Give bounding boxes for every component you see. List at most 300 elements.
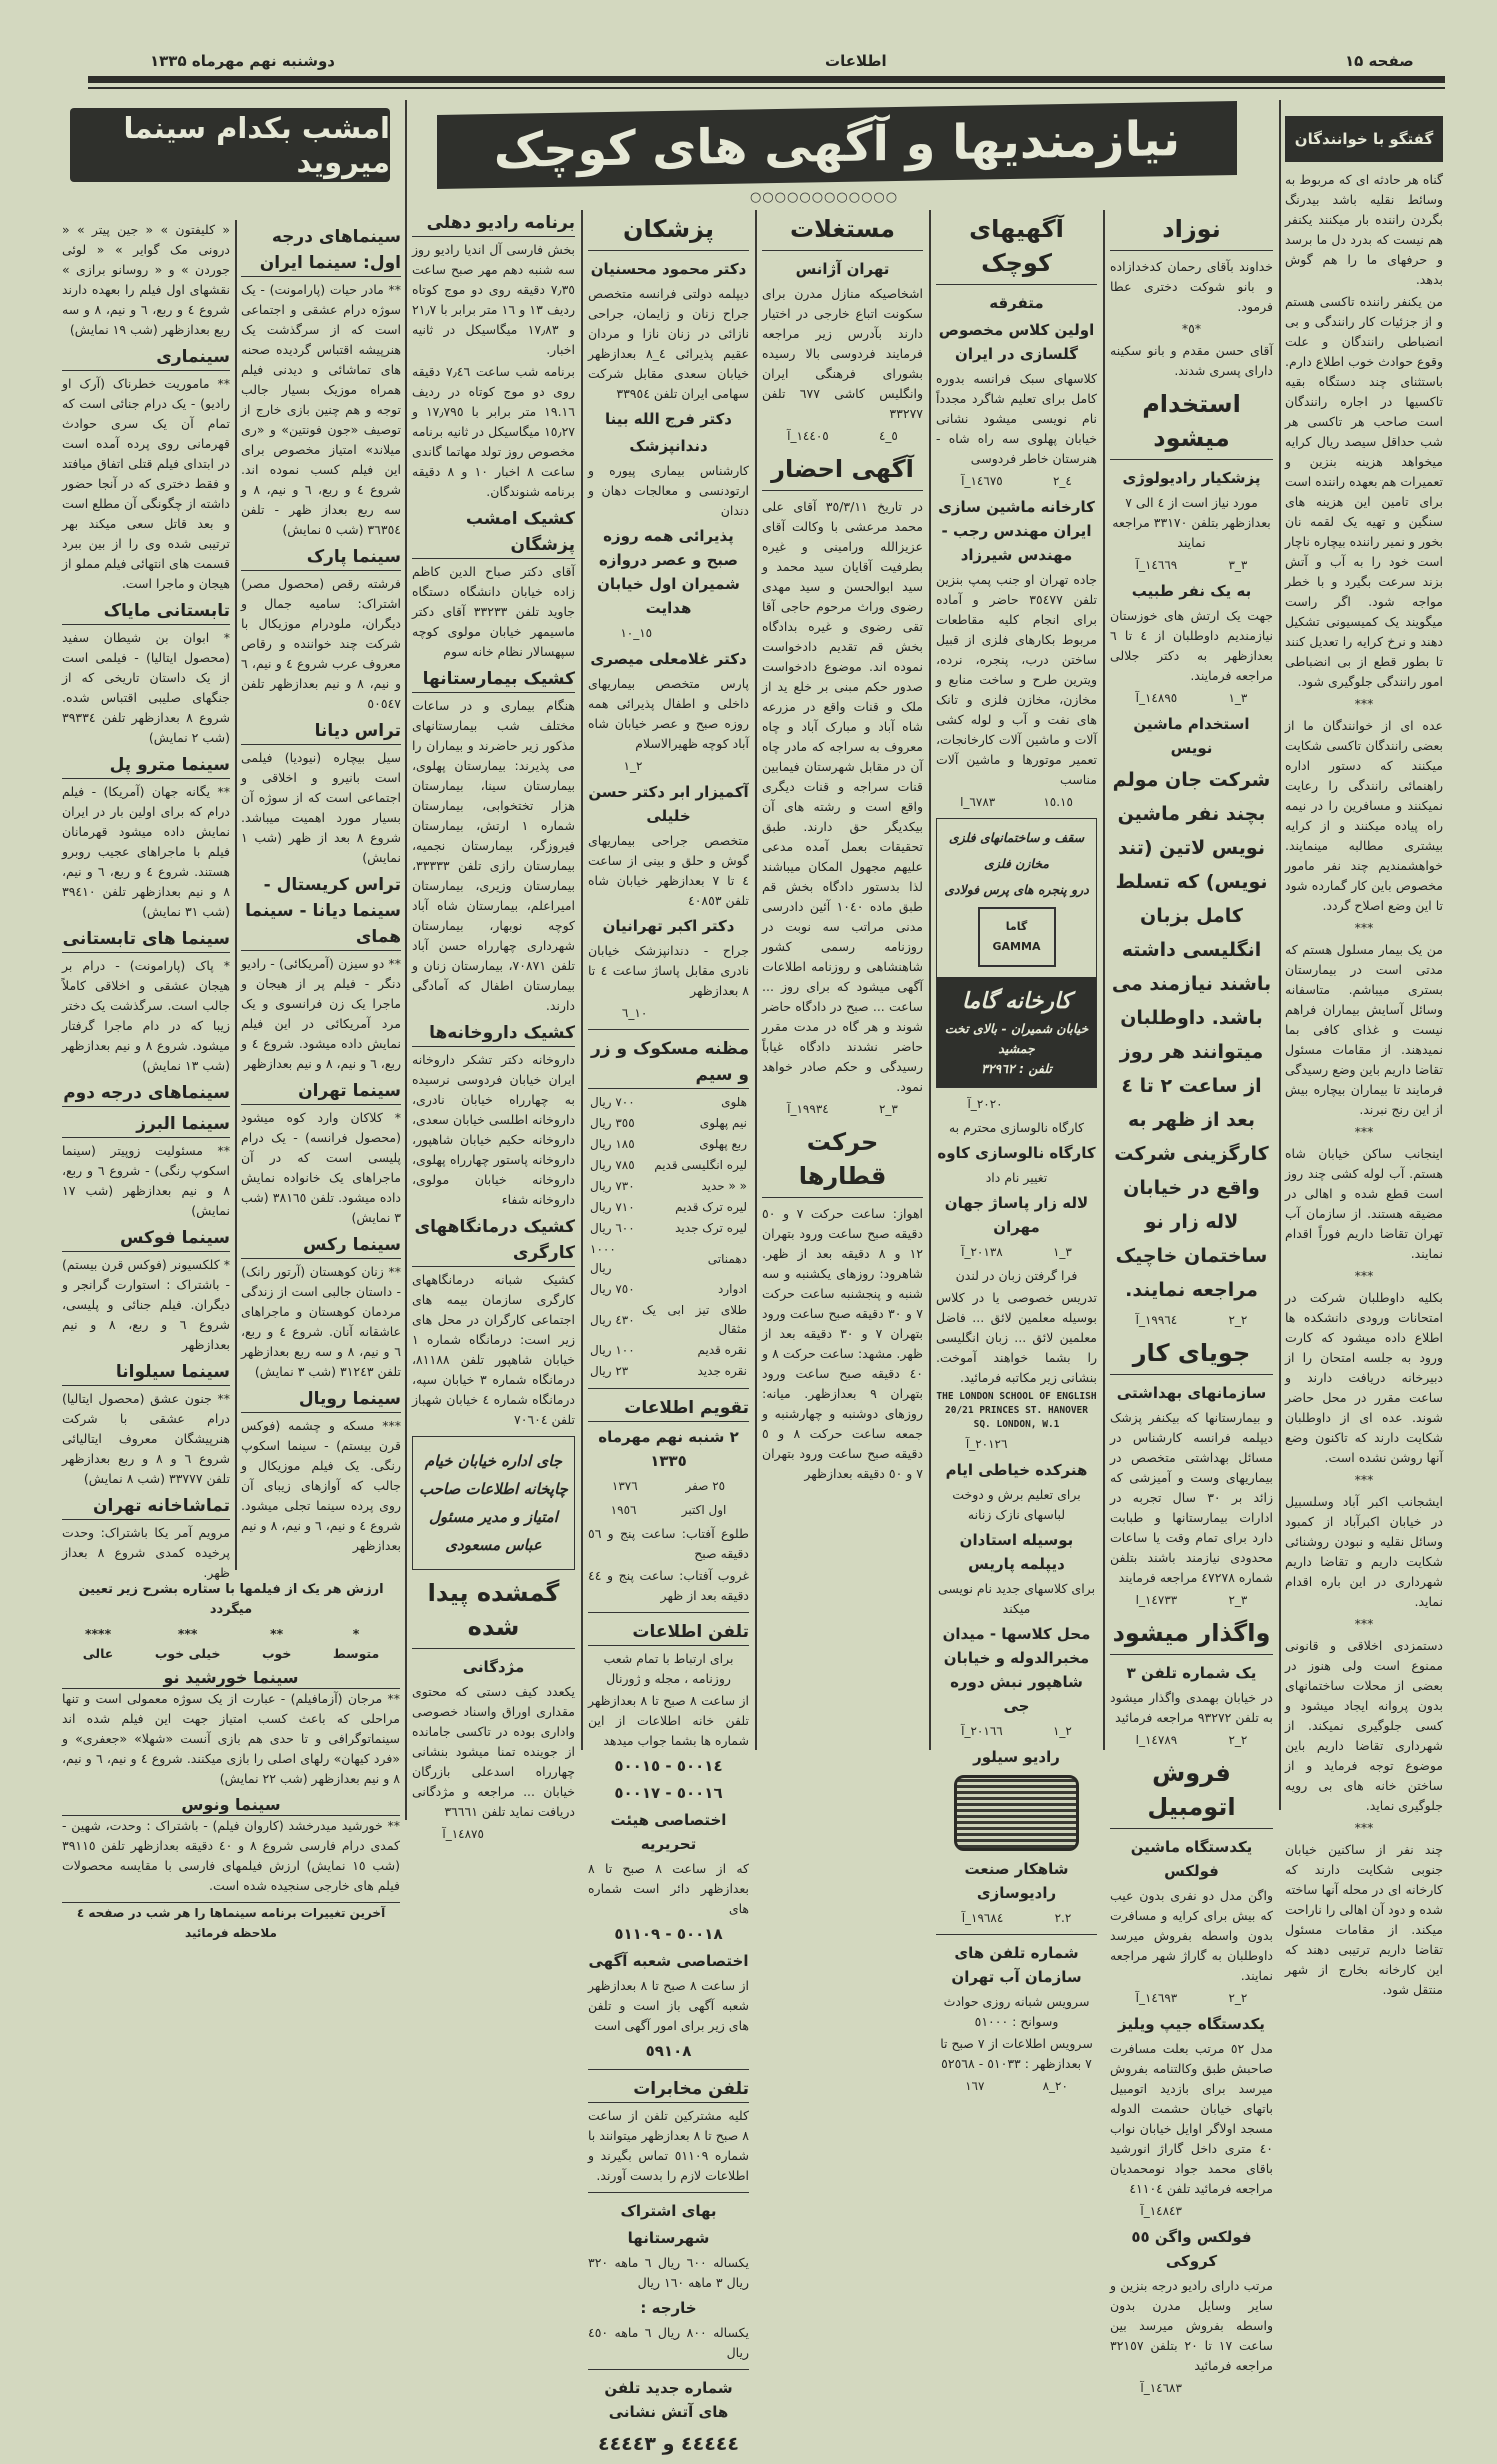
ad-title: خارجه :	[640, 2299, 697, 2317]
ad-body: کارشناس بیماری پیوره و ارتودنسی و معالجات دهان و دندان	[588, 463, 749, 518]
table-row	[588, 1279, 749, 1300]
column-cinema-second	[62, 220, 230, 1585]
ad-body: در تاریخ ٣٥/٣/١١ آقای علی محمد مرعشی با وکالت آقای عزیزالله ورامینی و غیره بطرفیت آقایان سید محمد و سید ابوالحسن و سید مهدی رضوی وراث مرحوم حاجی آقا تقی رضوی و غیره بدادگاه بخش قم تقدیم دادخواست نموده اند. موضوع دادخواست صدور حکم مبنی بر خلع ید از ملک و قنات واقع در مزرعه شاه آباد و مبارک آباد و چاه معروف به سراجه که مادر چاه آن در مقابل شهرستان فیمابین قنات سراجه و قنات دیگری واقع است و رشته های آن بیکدیگر حق دارند. طبق تحقیقات بعمل آمده مدعی علیهم مجهول المکان میباشند لذا بدستور دادگاه بخش قم طبق ماده ١٠٤٠ آئین دادرسی مدنی مراتب سه نوبت در روزنامه رسمی کشور شاهنشاهی و روزنامه اطلاعات آگهی میشود که برای روز ... ساعت ... صبح در دادگاه حاضر شوند و هر گاه در مدت مقرر حاضر نشدند دادگاه غیاباً رسیدگی و حکم صادر خواهد نمود.	[762, 499, 923, 1094]
table-row	[588, 1340, 749, 1361]
ad-ref-number: ١٤٦٨٣_آ	[1140, 2381, 1182, 2395]
ad-ref-number: ٢٠١٢٦_آ	[965, 1437, 1008, 1451]
ad-body: ** مادر حیات (پارامونت) - یک سوژه درام عشقی و اجتماعی است که از سرگذشت یک هنرپیشه اقتباس گردیده صحنه های تماشائی و دیدنی فیلم همراه موزیک بسیار جالب توجه و هم چنین بازی خارج از توصیف «جون فونتین» و «ری میلاند» امتیاز مخصوص برای این فیلم کسب نموده اند. شروع ٤ و ربع، ٦ و نیم، ٨ و سه ربع بعداز ظهر - تلفن ٣٦٣٥٤ (شب ٥ نمایش)	[241, 282, 401, 537]
ad-title: اختصاصی هیئت تحریریه	[610, 1811, 727, 1853]
centered-line: ***	[1354, 1268, 1374, 1283]
ad-body: * کلاکان وارد کوه میشود (محصول فرانسه) - یک درام پلیسی است که در آن ماجراهای یک خانواده نمایش داده میشود. تلفن ٣٨١٦٥ (شب ٣ نمایش)	[241, 1110, 401, 1225]
ad-title: یکدستگاه جیپ ویلیز	[1118, 2015, 1265, 2033]
ad-title: استخدام ماشین نویس	[1133, 715, 1250, 757]
ad-title: بوسیله استادان دیپلمه پاریس	[959, 1531, 1074, 1573]
ad-body: غروب آفتاب: ساعت پنج و ٤٤ دقیقه بعد از ظهر	[588, 1568, 749, 1603]
divider	[936, 1934, 1097, 1935]
cinema-footer-note: آخرین تغییرات برنامه سینماها را هر شب در صفحه ٤ ملاحظه فرمائید	[62, 1902, 400, 1943]
cinema-bottom	[62, 1580, 400, 1943]
section-heading: سینما پارک	[241, 544, 401, 571]
ad-title: به یک نفر طبیب	[1131, 582, 1252, 600]
column-radio-duty	[412, 206, 575, 1848]
ad-ref-code: ٣_١	[1228, 691, 1248, 705]
section-heading: مظنه مسکوک و زر و سیم	[588, 1036, 749, 1089]
ad-ref-number: ٢٠١٣٨_آ	[961, 1245, 1003, 1259]
column-births-jobs	[1110, 206, 1273, 2402]
section-heading: آگهی احضار	[762, 452, 923, 491]
ad-ref-number: ١٦٧	[965, 2079, 985, 2093]
ad-body: خداوند بآقای رحمان کدخدازاده و بانو شوکت دختری عطا فرمود.	[1110, 259, 1273, 314]
centered-line: برای کلاسهای جدید نام نویسی میکند	[937, 1581, 1096, 1616]
ad-ref-code: ٥_٤	[878, 429, 898, 443]
ad-body: واگن مدل دو نفری بدون عیب که بیش برای کرایه و مسافرت بدون واسطه بفروش میرسد داوطلبان به گاراژ شهر مراجعه نمایند.	[1110, 1888, 1273, 1983]
ad-reference	[588, 1003, 749, 1023]
coin-price: ٧١٠ ریال	[590, 1200, 635, 1214]
ad-body: * ابوان بن شیطان سفید (محصول ایتالیا) - فیلمی است از یک داستان تاریخی که از جنگهای صلیبی اقتباس شده. شروع ٨ بعدازظهر تلفن ٣٩٣٣٤ (شب ٢ نمایش)	[62, 630, 230, 745]
section-heading: سینما مترو پل	[62, 752, 230, 779]
section-heading: سینما رکس	[241, 1232, 401, 1259]
ad-reference	[936, 1908, 1097, 1928]
divider	[588, 1029, 749, 1030]
divider	[588, 2192, 749, 2193]
ad-body: ایشجانب اکبر آباد وسلسبیل در خیابان اکبرآباد از کمبود وسائل نقلیه و نبودن روشنائی شکایت داریم و تقاضا داریم شهرداری در این باره اقدام نماید.	[1285, 1494, 1443, 1609]
coin-price: ٧٨٥ ریال	[590, 1158, 635, 1172]
ad-ref-number: ١٤٧٣٣_ا	[1135, 1593, 1178, 1607]
ad-title: دندانپزشک	[629, 437, 708, 455]
ad-body: من یکنفر راننده تاکسی هستم و از جزئیات کار رانندگی و بی انضباطی رانندگان و علت وقوع حوادث خوب اطلاع دارم. باستثنای چند دستگاه بقیه تاکسیها در اجاره رانندگان است صاحب هر تاکسی هر شب حداقل سیصد ریال کرایه میخواهد هزینه بنزین و تعمیرات هم بعهده راننده است برای تامین این هزینه های سنگین و تهیه یک لقمه نان بخور و نمیر راننده بیچاره ناچار است خود را به آب و آتش بزند سرعت بگیرد و با خطر مواجه شود. اگر راست میگویند یک کمیسیونی تشکیل دهند و نرخ کرایه را تعدیل کنند تا بطور قطع از بی انضباطی امور رانندگی جلوگیری شود.	[1285, 294, 1443, 689]
ad-reference	[588, 623, 749, 643]
ad-reference	[1110, 555, 1273, 575]
ad-title: ٥٠٠١٨ - ٥١١٠٩	[614, 1925, 723, 1943]
ad-body: اشخاصیکه منازل مدرن برای سکونت اتباع خارجی در اختیار دارند بآدرس زیر مراجعه فرمایند فردوسی بالا رسیده بشورای فرهنگی ایران وانگلیس کاشی ٦٧٧ تلفن ٣٣٢٧٧	[762, 286, 923, 421]
section-heading: واگذار میشود	[1110, 1616, 1273, 1655]
ad-ref-code: ٤_٢	[1052, 474, 1072, 488]
ornament-divider: ○○○○○○○○○○○○	[750, 190, 899, 205]
table-row	[588, 1176, 749, 1197]
coin-price-table	[588, 1092, 749, 1382]
table-row	[588, 1218, 749, 1239]
gama-ad-line: مخازن فلزی	[984, 856, 1049, 871]
coin-name: لیره انگلیسی قدیم	[654, 1158, 747, 1172]
gama-logo-icon: گاما GAMMA	[978, 907, 1056, 967]
ad-reference	[588, 1476, 749, 1496]
ad-ref-code: ٢_٢	[1228, 1733, 1248, 1747]
ad-reference	[936, 1721, 1097, 1741]
table-row	[588, 1197, 749, 1218]
ad-body: عده ای از خوانندگان ما از بعضی رانندگان تاکسی شکایت میکنند که دستور اداره راهنمائی رانندگی را رعایت نمیکنند و مسافرین را در نیمه راه پیاده میکنند و از کرایه بیشتری مطالبه مینمایند. خواهشمندیم چند نفر مامور مخصوص باین کار گمارده شود تا این وضع اصلاح گردد.	[1285, 718, 1443, 913]
ad-ref-number: ٢٠١٦٦_آ	[961, 1724, 1003, 1738]
centered-line: سرویس شبانه روزی حوادث وسوانح : ٥١٠٠٠	[943, 1994, 1090, 2029]
classifieds-banner: نیازمندیها و آگهی های کوچک	[437, 101, 1237, 189]
section-heading: کشیک بیمارستانها	[412, 666, 575, 693]
column-rule	[235, 220, 237, 1570]
coin-price: ٦٠٠ ریال	[590, 1221, 635, 1235]
page-number: صفحه ۱۵	[1345, 52, 1414, 70]
ad-title: اولین کلاس مخصوص گلسازی در ایران	[938, 321, 1095, 363]
ad-ref-number: ١٩٩٣٤_آ	[787, 1102, 829, 1116]
centered-line: برای تعلیم برش و دوخت لباسهای نازک زنانه	[952, 1487, 1081, 1522]
column-rule	[929, 210, 931, 1750]
ad-body: آقای حسن مقدم و بانو سکینه دارای پسری شدند.	[1110, 343, 1273, 378]
ad-body: اینجانب ساکن خیابان شاه هستم. آب لوله کشی چند روز است قطع شده و اهالی در مضیقه هستند. از سازمان آب تهران تقاضا داریم فوراً اقدام نمایند.	[1285, 1146, 1443, 1261]
rating-4: **** عالی	[82, 1626, 114, 1661]
coin-name: « « حدید	[701, 1179, 747, 1193]
coin-name: ربع پهلوی	[699, 1137, 747, 1151]
column-rule	[755, 210, 757, 1750]
ratings-legend	[62, 1624, 400, 1664]
table-row	[588, 1092, 749, 1113]
ad-reference	[936, 1434, 1097, 1454]
section-heading: سینما تهران	[241, 1078, 401, 1105]
ad-body: جهت یک ارتش های خوزستان نیازمندیم داوطلبان از ٤ تا ٦ بعدازظهر به دکتر جلالی مراجعه فرمایند.	[1110, 608, 1273, 683]
ad-title: دکتر فرج الله بینا	[604, 410, 732, 428]
gama-ad-line: سقف و ساختمانهای فلزی	[948, 830, 1085, 845]
ad-body: از ساعت ٨ صبح تا ٨ بعدازظهر تلفن خانه اطلاعات از این شماره ها بشما جواب میدهد	[588, 1693, 749, 1748]
ad-body: کشیک شبانه درمانگاههای کارگری سازمان بیمه های اجتماعی کارگران در محل های زیر است: درمانگاه شماره ١ خیابان شاهپور تلفن ٨١١٨٨، درمانگاه شماره ٣ خیابان سپه، درمانگاه شماره ٤ خیابان شهباز تلفن ٧٠٦٠٤	[412, 1272, 575, 1427]
ad-title: ٥٠٠١٤ - ٥٠٠١٥	[614, 1757, 723, 1775]
section-heading: فروش اتومبیل	[1110, 1756, 1273, 1829]
ad-body: بخش فارسی آل اندیا رادیو روز سه شنبه دهم مهر صبح ساعت ٧٫٣٥ دقیقه روی دو موج کوتاه ردیف ١٣ و ١٦ متر برابر با ٢١٫٧ و ١٧٫٨٣ میگاسیکل در ثانیه اخبار.	[412, 242, 576, 357]
section-heading: سینماری	[62, 344, 230, 371]
rating-3: *** خیلی خوب	[154, 1626, 221, 1661]
ad-ref-number: ٢_١	[623, 759, 643, 773]
ad-reference	[1110, 1988, 1273, 2008]
ad-body: اهواز: ساعت حرکت ٧ و ٥٠ دقیقه صبح ساعت ورود بتهران ١٢ و ٨ دقیقه بعد از ظهر. شاهرود: روزهای یکشنبه و سه شنبه و پنجشنبه ساعت حرکت ٧ و ٣٠ دقیقه صبح ساعت ورود بتهران ٧ و ٣٠ دقیقه بعد از ظهر. مشهد: ساعت حرکت ٨ و ٤٠ دقیقه صبح ساعت ورود بتهران ٩ بعدازظهر. میانه: روزهای دوشنبه و چهارشنبه و جمعه ساعت حرکت ٨ و ٥ دقیقه صبح ساعت ورود بتهران ٧ و ٥٠ دقیقه بعدازظهر	[762, 1206, 924, 1481]
centered-line: کارگاه نالوسازی محترم به	[948, 1120, 1085, 1135]
gama-ad	[936, 818, 1097, 1088]
ad-body: گناه هر حادثه ای که مربوط به وسائط نقلیه باشد بیدرنگ بگردن راننده بار میکنند یکنفر هم نیست که بدرد دل ما برسد و حرفهای ما را هم گوش بدهد.	[1285, 172, 1443, 287]
ad-reference	[1110, 688, 1273, 708]
ad-body: بکلیه داوطلبان شرکت در امتحانات ورودی دانشکده ها اطلاع داده میشود که کارت ورود به جلسه امتحان را از دبیرخانه دریافت دارند و ساعت مقرر در محل حاضر شوند. عده ای از داوطلبان شکایت دارند که تاکنون وضع آنها روشن نشده است.	[1285, 1290, 1443, 1465]
ad-ref-code: ١٥.١٥	[1043, 795, 1073, 809]
rating-2: ** خوب	[261, 1626, 292, 1661]
ad-ref-code: ٣_١	[1052, 1245, 1072, 1259]
section-heading: سینماهای درجه اول: سینما ایران	[241, 224, 401, 277]
ad-ref-number: ١٩٦٨٤_آ	[961, 1911, 1004, 1925]
ad-body: دستمزدی اخلاقی و قانونی ممنوع است ولی هنوز در بعضی از محلات ساختمانهای بدون پروانه ایجاد میشود و کسی جلوگیری نمیکند. از شهرداری تقاضا داریم باین موضوع توجه فرماید و از ساختن خانه های بی رویه جلوگیری نماید.	[1285, 1638, 1443, 1813]
gama-ad-line: درو پنجره های پرس فولادی	[944, 882, 1089, 897]
ad-reference	[412, 1824, 575, 1844]
cinema-venus-title: سینما ونوس	[62, 1795, 400, 1816]
centered-line: برای ارتباط با تمام شعب روزنامه ، مجله و ژورنال	[603, 1651, 734, 1686]
ad-title: بهای اشتراک	[620, 2202, 717, 2220]
ad-title: ٥٠٠١٦ - ٥٠٠١٧	[614, 1784, 723, 1802]
ad-ref-number: ١٤٦٩٣_آ	[1135, 1991, 1178, 2005]
section-heading: سینما رویال	[241, 1386, 401, 1413]
centered-line: *٥*	[1181, 321, 1202, 336]
ad-ref-code: اول اکتبر	[681, 1503, 727, 1517]
coin-price: ٧٥٠ ریال	[590, 1282, 635, 1296]
ad-title: هنرکده خیاطی ایام	[945, 1461, 1088, 1479]
gama-address: خیابان شمیران - بالای تخت جمشید	[944, 1021, 1089, 1056]
section-heading: سینماهای درجه دوم	[62, 1080, 230, 1107]
ad-body: از ساعت ٨ صبح تا ٨ بعدازظهر شعبه آگهی باز است و تلفن های زیر برای امور آگهی است	[588, 1978, 749, 2033]
ad-title: شهرستانها	[627, 2229, 710, 2247]
centered-line: فرا گرفتن زبان در لندن	[955, 1268, 1078, 1283]
ad-ref-number: ١٤٦٦٩_آ	[1135, 558, 1178, 572]
centered-line: ***	[1354, 1472, 1374, 1487]
section-heading: تراس کریستال - سینما دیانا - سینما همای	[241, 872, 401, 951]
coin-name: لیره ترک جدید	[675, 1221, 747, 1235]
gama-ad-top	[937, 819, 1096, 977]
ad-ref-number: ١٩٥٦	[610, 1503, 637, 1517]
ad-ref-code: ٢_٢	[1228, 1313, 1248, 1327]
section-heading: تلفن اطلاعات	[588, 1619, 749, 1646]
column-real-estate	[762, 206, 923, 1486]
divider	[588, 2069, 749, 2070]
section-heading: مستغلات	[762, 212, 923, 251]
ad-body: کلاسهای سبک فرانسه بدوره کامل برای تعلیم شاگرد مجدداً نام نویسی میشود نشانی خیابان پهلوی سه راه شاه - هنرستان خاطر فردوسی	[936, 371, 1097, 466]
ad-body: هنگام بیماری و در ساعات مختلف شب بیمارستانهای مذکور زیر حاضرند و بیماران را می پذیرند: بیمارستان پهلوی، بیمارستان سینا، بیمارستان هزار تختخوابی، بیمارستان شماره ١ ارتش، بیمارستان فیروزگر، بیمارستان نجمیه، بیمارستان رازی تلفن ٣٣٣٣٣، بیمارستان وزیری، بیمارستان امیراعلم، بیمارستان شاه آباد کوچه نوبهار، بیمارستان شهرداری چهارراه حسن آباد تلفن ٧٠٨٧١، بیمارستان زنان و بیمارستان اطفال که آمادگی دارند.	[412, 698, 575, 1013]
ad-body: * کلکسیونر (فوکس قرن بیستم) - باشتراک : استوارت گرانجر و دیگران. فیلم جنائی و پلیسی، شروع ٦ و ربع، ٨ و نیم بعدازظهر	[62, 1257, 230, 1352]
ad-title: آکمیزار ابر دکتر حسن خلیلی	[588, 783, 749, 825]
ad-body: من یک بیمار مسلول هستم که مدتی است در بیمارستان بستری میباشم. متاسفانه وسائل آسایش بیماران فراهم نیست و غذای کافی بما نمیدهند. از مقامات مسئول تقاضا داریم باین وضع رسیدگی فرمایند تا بیماران بیچاره بیش از این رنج نبرند.	[1285, 942, 1443, 1117]
section-heading: کشیک درمانگاههای کارگری	[412, 1214, 575, 1267]
rating-1: * متوسط	[332, 1626, 380, 1661]
cinema-khorshid-title: سینما خورشید نو	[62, 1668, 400, 1689]
ad-ref-number: ١٣٧٦	[611, 1479, 638, 1493]
section-heading: سینما سیلوانا	[62, 1359, 230, 1386]
column-rule	[1279, 100, 1281, 1810]
coin-price: ٣٥٥ ریال	[590, 1116, 635, 1130]
ad-body: فرشته رقص (محصول مصر) اشتراک: سامیه جمال و دیگران، ملودرام موزیکال با شرکت چند خواننده و رقاص معروف عرب شروع ٤ و نیم، ٦ و نیم، ٨ و نیم بعدازظهر تلفن ٥٠٥٤٧	[241, 576, 401, 711]
ad-body: *** مسکه و چشمه (فوکس قرن بیستم) - سینما اسکوپ رنگی. یک فیلم موزیکال و جالب که آوازهای زیبای آن روی پرده سینما تجلی میشود. شروع ٤ و نیم، ٦ و نیم، ٨ و نیم بعدازظهر	[241, 1418, 401, 1553]
ad-display-text: ٤٤٤٤٤ و ٤٤٤٤٣	[597, 2433, 739, 2455]
ad-body: مرویم آمر یکا باشتراک: وحدت پرخیده کمدی شروع ٨ بعداز ظهر.	[62, 1525, 231, 1580]
english-line: THE LONDON SCHOOL OF ENGLISH	[936, 1391, 1097, 1402]
section-heading: تلفن مخابرات	[588, 2076, 749, 2103]
ad-body: * پاک (پارامونت) - درام بر هیجان عشقی و اخلاقی کاملاً جالب است. سرگذشت یک دختر زیبا که در دام ماجرا گرفتار میشود. شروع ٨ و نیم بعدازظهر (شب ١٣ نمایش)	[62, 958, 230, 1073]
ad-body: ** مسئولیت زوپیتر (سینما اسکوپ رنگی) - شروع ٦ و ربع، ٨ و نیم بعدازظهر (شب ١٧ نمایش)	[62, 1143, 231, 1218]
ad-body: جراح - دندانپزشک خیابان نادری مقابل پاساژ ساعت ٤ تا ٨ بعدازظهر	[588, 943, 749, 998]
boxed-heading: گفتگو با خوانندگان	[1285, 116, 1443, 162]
ad-title: شماره جدید تلفن های آتش نشانی	[604, 2379, 733, 2421]
ad-ref-number: ١٤٨٧٥_آ	[442, 1827, 484, 1841]
ad-body: چند نفر از ساکنین خیابان جنوبی شکایت دارند که کارخانه ای در محله آنها ساخته شده و دود آن اهالی را ناراحت میکند. از مقامات مسئول تقاضا داریم ترتیبی دهند که این کارخانه بخارج از شهر منتقل شود.	[1285, 1842, 1443, 1997]
ad-title: یک شماره تلفن ۳	[1126, 1664, 1257, 1682]
ad-ref-number: ١٤٧٨٩_ا	[1135, 1733, 1178, 1747]
centered-line: ***	[1354, 920, 1374, 935]
ad-reference	[1110, 2201, 1273, 2221]
section-heading: گمشده پیدا شده	[412, 1576, 575, 1649]
ratings-title: ارزش هر یک از فیلمها با ستاره بشرح زیر تعیین میگردد	[78, 1582, 384, 1617]
cinema-venus-text: ** خورشید میدرخشد (کاروان فیلم) - باشتراک : وحدت، شهین - کمدی درام فارسی شروع ٨ و ٤٠ دقیقه بعدازظهر تلفن ٣٩١١٥ (شب ١٥ نمایش) ارزش فیلمهای فارسی با مقایسه محصولات فیلم های خارجی سنجیده شده است.	[62, 1818, 400, 1893]
section-heading: حرکت قطارها	[762, 1125, 923, 1198]
section-heading: برنامه رادیو دهلی	[412, 210, 575, 237]
column-rule	[1103, 210, 1105, 1750]
ad-reference	[1110, 2378, 1273, 2398]
ad-ref-code: ٣_٢	[1228, 1593, 1248, 1607]
ad-title: دکتر محمود محسنیان	[590, 260, 747, 278]
ad-display-text: شرکت جان مولم بچند نفر ماشین نویس لاتین (تند نویس) که تسلط کامل بزبان انگلیسی داشته باشند نیازمند می باشد. داوطلبان میتوانند هر روز از ساعت ۲ تا ٤ بعد از ظهر به کارگزینی شرکت واقع در خیابان لاله زار نو ساختمان خاچیک مراجعه نمایند.	[1111, 769, 1272, 1301]
table-row	[588, 1239, 749, 1279]
ad-ref-number: ١٠_٦	[621, 1006, 648, 1020]
ad-ref-code: ٢_١	[1052, 1724, 1072, 1738]
ad-title: پذیرائی همه روزه صبح و عصر دروازه شمیران اول خیابان هدایت	[597, 527, 740, 617]
section-heading: سینما های تابستانی	[62, 926, 230, 953]
ad-body: آقای دکتر صباح الدین کاظم زاده خیابان دانشگاه دستگاه جاوید تلفن ٣٣٢٣٣ آقای دکتر ماسیمهر خیابان مولوی کوچه سپهسالار نظام خانه سوم	[412, 564, 575, 659]
table-row	[588, 1361, 749, 1382]
ad-title: دکتر غلامعلی میصری	[590, 650, 747, 668]
divider	[588, 1388, 749, 1389]
imprint-box: جای اداره خیابان خیام چاپخانه اطلاعات صاحب امتیاز و مدیر مسئول عباس مسعودی	[412, 1436, 575, 1570]
section-heading: آگهیهای کوچک	[936, 212, 1097, 285]
section-heading: کشیک امشب پزشگان	[412, 506, 575, 559]
ad-title: پزشکیار رادیولوژی	[1122, 469, 1261, 487]
coin-price: ٧٠٠ ریال	[590, 1095, 635, 1109]
section-heading: تابستانی مایاک	[62, 598, 230, 625]
gama-ad-bottom	[937, 977, 1096, 1087]
gama-phone: تلفن : ٣٢٩٦٢	[981, 1061, 1052, 1076]
ad-body: جاده تهران او جنب پمپ بنزین تلفن ٣٥٤٧٧ حاضر و آماده برای انجام کلیه مقاطعات مربوط بکارهای فلزی از قبیل ساختن درب، پنجره، نرده، ویترین طرح و ساخت منابع و مخازن، مخازن فلزی و تانک های نفت و آب و لوله کشی آلات و ماشین آلات کارخانجات، تعمیر موتورها و ماشین آلات مناسب	[936, 572, 1097, 787]
ad-reference	[588, 1500, 749, 1520]
ad-ref-number: ١٤٨٤٣_آ	[1140, 2204, 1182, 2218]
ad-ref-number: ١٩٩٦٤_آ	[1135, 1313, 1178, 1327]
ad-ref-number: ٢٠٢٠_آ	[967, 1097, 1003, 1111]
ad-body: مرتب دارای رادیو درجه بنزین و سایر وسایل مدرن بدون واسطه بفروش میرسد بین ساعت ١٧ تا ٢٠ بتلفن ٣٢١٥٧ مراجعه فرمائید	[1110, 2278, 1273, 2373]
ad-reference	[936, 2076, 1097, 2096]
ad-title: ٥٩١٠٨	[645, 2042, 692, 2060]
masthead-rule	[88, 76, 1445, 83]
coin-name: طلای تیز ابی یک مثقال	[641, 1303, 747, 1336]
coin-price: ١٠٠ ریال	[590, 1343, 635, 1357]
ad-body: داروخانه دکتر تشکر داروخانه ایران خیابان فردوسی نرسیده به چهارراه خیابان نادری، داروخانه اطلسی خیابان سعدی، داروخانه حکیم خیابان شاهپور، داروخانه پاستور چهارراه پهلوی، داروخانه خیابان مولوی، داروخانه شفاء	[412, 1052, 575, 1207]
ad-title: اختصاصی شعبه آگهی	[588, 1952, 749, 1970]
centered-line: مورد نیاز است از ٤ الی ٧ بعدازظهر بتلفن ٣٣١٧٠ مراجعه نمایند	[1112, 495, 1271, 550]
radio-illustration-icon	[954, 1775, 1079, 1851]
column-rule	[581, 210, 583, 1750]
ad-reference	[1110, 1730, 1273, 1750]
ad-title: لاله زار پاساژ جهان مهران	[944, 1194, 1089, 1236]
table-row	[588, 1300, 749, 1340]
ad-reference	[936, 471, 1097, 491]
table-row	[588, 1155, 749, 1176]
ad-body: یکعدد کیف دستی که محتوی مقداری اوراق واسناد خصوصی واداری بوده در تاکسی جامانده از جوینده تمنا میشود بنشانی چهارراه اسدعلی بازرگان خیابان ... مراجعه و مژدگانی دریافت نماید تلفن ٣٦٦٦١	[412, 1684, 575, 1819]
section-heading: تقویم اطلاعات	[588, 1395, 749, 1422]
ad-body: یکساله ٦٠٠ ریال ٦ ماهه ٣٢٠ ریال ٣ ماهه ١٦٠ ریال	[588, 2255, 749, 2290]
ad-title: سازمانهای بهداشتی	[1116, 1384, 1267, 1402]
coin-price: ١٨٥ ریال	[590, 1137, 635, 1151]
ad-ref-number: ١٤٤٠٥_آ	[787, 429, 829, 443]
ad-title: فولکس واگن ٥٥ کروکی	[1131, 2228, 1252, 2270]
ad-body: در خیابان بهمدی واگذار میشود به تلفن ٩٣٢٧٢ مراجعه فرمائید	[1110, 1690, 1273, 1725]
gama-company-name: کارخانه گاما	[961, 989, 1072, 1014]
ad-reference	[762, 1099, 923, 1119]
ad-reference	[1110, 1310, 1273, 1330]
centered-line: تغییر نام داد	[985, 1170, 1048, 1185]
ad-body: کلیه مشترکین تلفن از ساعت ٨ صبح تا ٨ بعدازظهر میتوانند با شماره ٥١١٠٩ تماس بگیرند و اطلاعات لازم را بدست آورند.	[588, 2108, 749, 2183]
radio-brand: رادیو سیلور	[973, 1748, 1060, 1766]
ad-title: شاهکار صنعت رادیوسازی	[964, 1860, 1069, 1902]
coin-name: دهمناتی	[707, 1251, 747, 1266]
section-heading: پزشکان	[588, 212, 749, 251]
ad-reference	[936, 792, 1097, 812]
ad-body: « کلیفتون » « جین پیتر » « درونی مک گوایر » « لوئی جوردن » و « روسانو برازی » نقشهای اول فیلم را بعهده دارند شروع ٤ و ربع، ٦ و نیم، ٨ و سه ربع بعدازظهر (شب ١٩ نمایش)	[62, 222, 230, 337]
column-small-ads	[936, 206, 1097, 2100]
cinema-banner: امشب بکدام سینما میروید	[70, 108, 390, 182]
ad-body: متخصص جراحی بیماریهای گوش و حلق و بینی از ساعت ٤ تا ٧ بعدازظهر خیابان شاه تلفن ٤٠٨٥٣	[588, 833, 749, 908]
masthead-rule-thin	[88, 87, 1445, 89]
ad-reference	[1110, 1590, 1273, 1610]
ad-title: محل کلاسها - میدان مخبرالدوله و خیابان شاهپور نبش دوره جی	[942, 1625, 1091, 1715]
ad-ref-number: ٦٧٨٣_ا	[960, 795, 996, 809]
column-rule	[405, 100, 407, 1820]
section-heading: نوزاد	[1110, 212, 1273, 251]
ad-title: شماره تلفن های سازمان آب تهران	[951, 1944, 1082, 1986]
ad-reference	[588, 756, 749, 776]
ad-body: طلوع آفتاب: ساعت پنج و ٥٦ دقیقه صبح	[588, 1526, 749, 1561]
ad-body: دیپلمه دولتی فرانسه متخصص جراح زنان و زایمان، جراحی نازائی در زنان نازا و مردان عقیم پذیرائی ٤_٨ بعدازظهر خیابان سعدی مقابل شرکت سهامی ایران تلفن ٣٣٩٥٤	[588, 286, 749, 401]
ad-title: ۲ شنبه نهم مهرماه ١٣٣٥	[598, 1428, 739, 1470]
ad-ref-number: ١٥_١٠	[620, 626, 653, 640]
centered-line: ***	[1354, 696, 1374, 711]
coin-name: نیم پهلوی	[699, 1116, 747, 1130]
coin-name: نقره قدیم	[697, 1343, 747, 1357]
section-heading: تراس دیانا	[241, 718, 401, 745]
ad-body: ** یگانه جهان (آمریکا) - فیلم درام که برای اولین بار در ایران نمایش داده میشود قهرمانان فیلم با ماجراهای عجیب روبرو هستند. شروع ٤ و ربع، ٦ و نیم، ٨ و نیم بعدازظهر تلفن ٣٩٤١٠ (شب ٣١ نمایش)	[62, 784, 230, 919]
ad-title: مژدگانی	[462, 1658, 525, 1676]
ad-title: کارخانه ماشین سازی ایران مهندس رجب - مهندس شیرزاد	[938, 498, 1095, 564]
ad-body: و بیمارستانها که بیکنفر پزشک دیپلمه فرانسه کارشناس در مسائل بهداشتی متخصص در بیماریهای وست و آمیزشی که زائد بر ٣٠ سال تجربه در ادارات بیمارستانها و طبابت دارد برای تمام وقت یا ساعات محدودی نیازمند باشند بتلفن شماره ٤٧٢٧٨ مراجعه فرمایند	[1110, 1410, 1273, 1585]
ad-ref-number: ١٤٦٧٥_آ	[961, 474, 1003, 488]
ad-title: دکتر اکبر تهرانیان	[602, 917, 735, 935]
ad-body: یکساله ٨٠٠ ریال ٦ ماهه ٤٥٠ ریال	[588, 2325, 749, 2360]
ad-reference	[936, 1242, 1097, 1262]
section-heading: تماشاخانه تهران	[62, 1493, 230, 1520]
issue-date: دوشنبه نهم مهرماه ۱۳۳۵	[150, 52, 335, 70]
ad-body: پارس متخصص بیماریهای داخلی و اطفال پذیرائی همه روزه صبح و عصر خیابان شاه آباد کوچه ظهیرالاسلام	[588, 676, 749, 751]
ad-body: برنامه شب ساعت ٧٫٤٦ دقیقه روی دو موج کوتاه در ردیف ١٩.١٦ متر برابر با ١٧٫٧٩٥ و ١٥٫٢٧ میگاسیکل در ثانیه برنامه مخصوص روز تولد مهاتما گاندی ساعت ٨ اخبار ١٠ و ٨ دقیقه برنامه شنوندگان.	[412, 364, 576, 499]
ad-ref-code: ٢٠_٨	[1042, 2079, 1068, 2093]
divider	[588, 2369, 749, 2370]
divider	[588, 1612, 749, 1613]
coin-name: لیره ترک قدیم	[675, 1200, 747, 1214]
ad-ref-code: ٣_٣	[1228, 558, 1248, 572]
coin-price: ٢٣ ریال	[590, 1364, 629, 1378]
ad-ref-code: ٢.٢	[1054, 1911, 1072, 1925]
ad-body: مدل ٥٢ مرتب بعلت مسافرت صاحبش طبق وکالتنامه بفروش میرسد برای بازدید اتومبیل باتهای خیابان حشمت الدوله مسجد اولاگر اوایل خیابان نواب ٤٠ متری داخل گاراژ انورشید باقای محمد جواد نومحمدیان مراجعه فرمائید تلفن ٤١١٠٤	[1110, 2041, 1274, 2196]
ad-reference	[762, 426, 923, 446]
ad-body: که از ساعت ٨ صبح تا ٨ بعدازظهر دائر است شماره های	[588, 1861, 749, 1916]
centered-line: سرویس اطلاعات از ٧ صبح تا ٧ بعدازظهر : ٥١٠٣٣ - ٥٢٥٦٨	[940, 2036, 1093, 2071]
english-line: 20/21 PRINCES ST. HANOVER SQ. LONDON, W.1	[945, 1405, 1088, 1430]
ad-body: ** جنون عشق (محصول ایتالیا) درام عشقی با شرکت هنرپیشگان معروف ایتالیائی شروع ٦ و ٨ و ربع بعدازظهر تلفن ٣٣٧٧٧ (شب ٨ نمایش)	[62, 1391, 231, 1486]
section-heading: کشیک داروخانه‌ها	[412, 1020, 575, 1047]
ad-title: یکدستگاه ماشین فولکس	[1130, 1838, 1253, 1880]
ad-title: تهران آژانس	[795, 260, 890, 278]
ad-reference	[936, 1094, 1097, 1114]
ad-body: ** دو سیزن (آمریکائی) - رادیو دنگر - فیلم پر از هیجان و ماجرا یک زن فرانسوی و یک مرد آمریکائی در این فیلم نمایش داده میشود. شروع ٤ و ربع، ٦ و نیم، ٨ و نیم بعدازظهر	[241, 956, 401, 1071]
section-heading: جویای کار	[1110, 1336, 1273, 1375]
ad-title: متفرقه	[989, 294, 1044, 312]
ad-ref-code: ٣_٢	[878, 1102, 898, 1116]
section-heading: استخدام میشود	[1110, 387, 1273, 460]
radio-ad	[936, 1745, 1097, 1851]
coin-name: ادوارد	[718, 1282, 747, 1296]
newspaper-name: اطلاعات	[825, 52, 887, 70]
coin-name: نقره جدید	[697, 1364, 747, 1378]
centered-line: ***	[1354, 1616, 1374, 1631]
column-readers	[1285, 112, 1443, 2002]
coin-price: ١٠٠٠ ریال	[590, 1242, 616, 1275]
ad-body: ** زنان کوهستان (آرتور رانک) - داستان جالبی است از زندگی مردمان کوهستان و ماجراهای عاشقانه آنان. شروع ٤ و ربع، ٦ و نیم، ٨ و سه ربع بعدازظهر تلفن ٣١٢٤٣ (شب ٣ نمایش)	[241, 1264, 401, 1379]
column-cinema-first	[241, 220, 401, 1558]
centered-line: ***	[1354, 1124, 1374, 1139]
ad-title: کارگاه نالوسازی کاوه	[937, 1144, 1096, 1162]
coin-price: ٧٣٠ ریال	[590, 1179, 635, 1193]
ad-body: تدریس خصوصی یا در کلاس بوسیله معلمین لائق ... فاضل معلمین لائق ... زبان انگلیسی را بشما خواهند آموخت. بنشانی زیر مکاتبه فرمائید.	[936, 1290, 1097, 1385]
column-doctors	[588, 206, 749, 2464]
section-heading: سینما البرز	[62, 1111, 230, 1138]
